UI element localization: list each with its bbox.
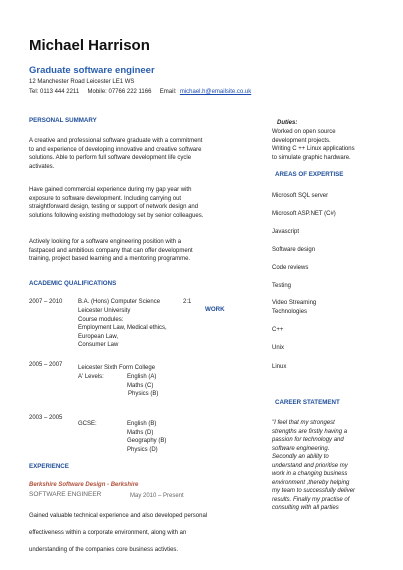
college-years: 2005 – 2007 — [29, 362, 63, 368]
duty-line: Writing C ++ Linux applications — [272, 146, 355, 152]
experience-heading: EXPERIENCE — [29, 463, 69, 470]
mobile: Mobile: 07766 222 1166 — [87, 89, 152, 95]
phone: Tel: 0113 444 2211 — [29, 89, 80, 95]
career-line: my team to successfully deliver — [272, 488, 356, 494]
summary-line: fastpaced and ambitious company that can offer development — [29, 247, 193, 254]
academic-heading: ACADEMIC QUALIFICATIONS — [29, 280, 117, 287]
experience-line: Gained valuable technical experience and also developed personal — [29, 513, 208, 519]
address: 12 Manchester Road Leicester LE1 WS — [29, 79, 135, 85]
career-line: results. Finally my practise of — [272, 496, 350, 503]
uni-years: 2007 – 2010 — [29, 299, 63, 305]
summary-line: A creative and professional software graduate with a commitment — [29, 138, 203, 144]
work-label: WORK — [205, 306, 225, 313]
expertise-item: Video Streaming — [272, 300, 317, 306]
expertise-item: C++ — [272, 327, 284, 333]
college: Leicester Sixth Form College — [78, 365, 156, 371]
contact-line — [29, 88, 251, 97]
career-statement — [272, 419, 367, 513]
summary-paragraph-3 — [29, 238, 234, 264]
expertise-item: Technologies — [272, 309, 308, 315]
career-line: environment ,thereby helping — [272, 479, 350, 486]
summary-line: Have gained commercial experience during my gap year with — [29, 187, 192, 193]
candidate-name: Michael Harrison — [29, 37, 150, 54]
experience-dates: May 2010 – Present — [130, 493, 184, 499]
experience-line: effectiveness within a corporate environment, along with an — [29, 530, 187, 536]
summary-paragraph-1 — [29, 137, 234, 171]
alevels-label: A' Levels: — [78, 374, 104, 380]
expertise-item: Linux — [272, 364, 287, 370]
gcse-subject: English (B) — [127, 421, 157, 427]
school-years: 2003 – 2005 — [29, 415, 63, 421]
summary-line: straightforward design, testing or support of network design and — [29, 204, 199, 210]
summary-line: activates. — [29, 163, 55, 170]
email-label: Email: — [159, 89, 177, 95]
summary-line: solutions following existing methodology set by senior colleagues. — [29, 212, 204, 219]
duties-label: Duties: — [277, 120, 298, 126]
expertise-item: Microsoft SQL server — [272, 193, 329, 199]
duty-line: Worked on open source — [272, 129, 336, 135]
career-line: consulting with all parties — [272, 505, 339, 511]
degree-grade: 2:1 — [183, 299, 192, 305]
expertise-item: Microsoft ASP.NET (C#) — [272, 211, 336, 217]
job-title: Graduate software engineer — [29, 65, 155, 76]
alevel: Maths (C) — [127, 382, 154, 389]
personal-summary-heading: PERSONAL SUMMARY — [29, 117, 97, 124]
career-line: "I feel that my strongest — [272, 420, 335, 426]
module: Employment Law, Medical ethics, — [78, 325, 167, 331]
alevel: Physics (B) — [128, 391, 159, 397]
duties-list — [272, 128, 355, 162]
experience-description — [29, 508, 239, 559]
gcse-label: GCSE: — [78, 421, 97, 427]
summary-line: training, project based learning and a mentoring programme. — [29, 256, 191, 262]
expertise-item: Testing — [272, 283, 292, 289]
experience-line: understanding of the companies core business activties. — [29, 547, 179, 553]
career-line: software engineering. — [272, 445, 330, 452]
expertise-item: Unix — [272, 345, 285, 351]
employer: Berkshire Software Design - Berkshire — [29, 482, 139, 488]
experience-title: SOFTWARE ENGINEER — [29, 491, 102, 498]
career-line: Secondly an ability to — [272, 454, 329, 460]
expertise-item: Code reviews — [272, 265, 309, 271]
expertise-item: Software design — [272, 247, 316, 253]
career-heading: CAREER STATEMENT — [275, 399, 340, 406]
university: Leicester University — [78, 308, 131, 314]
duty-line: to simulate graphic hardware. — [272, 154, 351, 161]
module: Consumer Law — [78, 342, 119, 348]
career-line: strengths are firstly having a — [272, 428, 348, 435]
duty-line: development projects. — [272, 137, 331, 144]
summary-line: exposure to software development. Including carrying out — [29, 195, 182, 202]
gcse-subject: Geography (B) — [127, 438, 167, 444]
modules-label: Course modules: — [78, 317, 124, 323]
expertise-item: Javascript — [272, 229, 300, 235]
summary-line: solutions. Able to perform full software development life cycle — [29, 155, 192, 161]
gcse-subject: Maths (D) — [127, 429, 154, 436]
module: European Law, — [78, 333, 119, 340]
summary-paragraph-2 — [29, 186, 234, 220]
degree: B.A. (Hons) Computer Science — [78, 299, 161, 305]
modules-list — [78, 324, 167, 350]
career-line: understand and prioritise my — [272, 462, 348, 469]
career-line: passion for technology and — [272, 437, 344, 443]
summary-line: to and experience of developing innovative and creative software — [29, 146, 202, 153]
email-link[interactable]: michael.h@emailsite.co.uk — [179, 89, 252, 95]
alevel: English (A) — [127, 374, 157, 380]
alevels-list — [127, 373, 158, 399]
expertise-heading: AREAS OF EXPERTISE — [275, 171, 344, 178]
gcse-subject: Physics (D) — [127, 446, 158, 453]
career-line: work in a changing business — [272, 471, 348, 477]
gcse-list — [127, 420, 166, 454]
summary-line: Actively looking for a software engineering position with a — [29, 239, 182, 245]
